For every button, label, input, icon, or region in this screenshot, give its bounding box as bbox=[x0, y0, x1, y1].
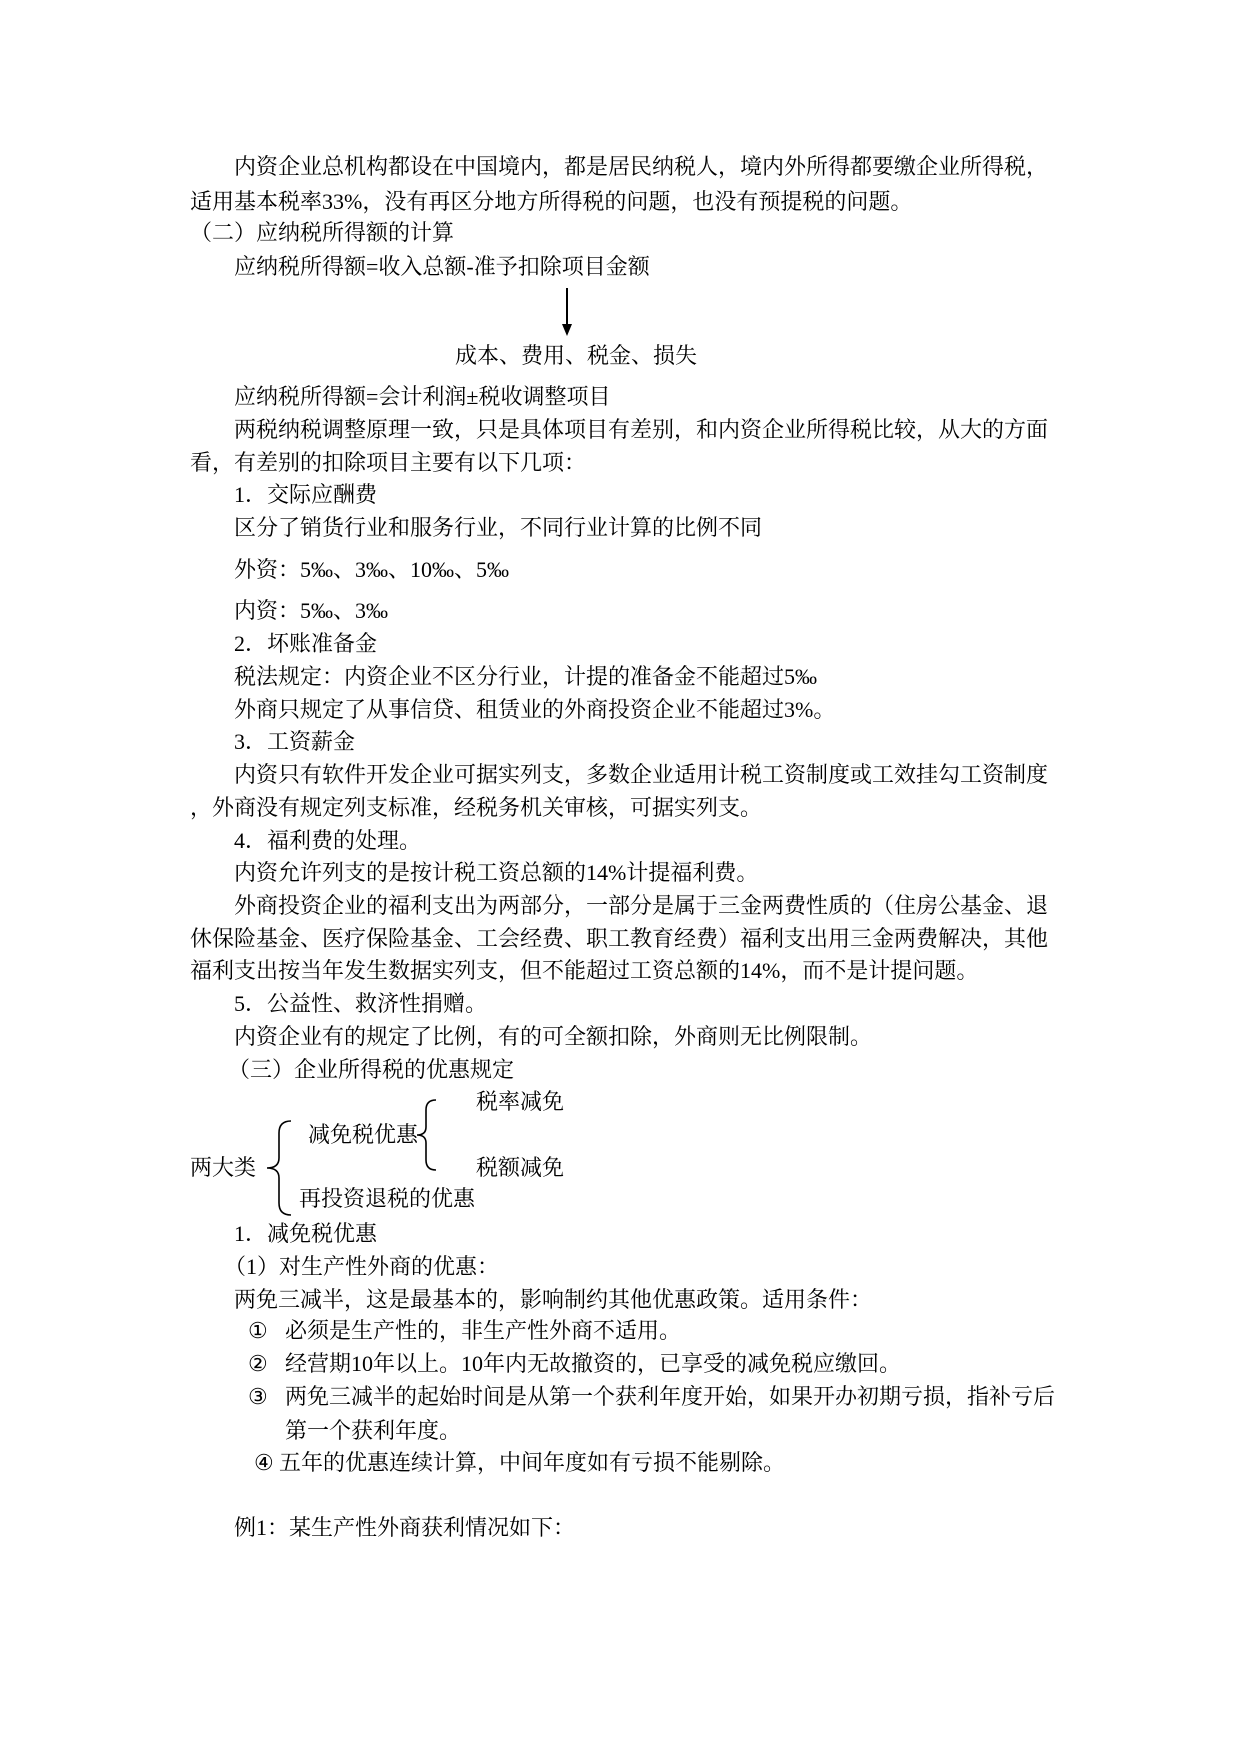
diagram-root: 两大类 bbox=[190, 1155, 257, 1180]
body-text-line: 两税纳税调整原理一致，只是具体项目有差别，和内资企业所得税比较，从大的方面 bbox=[234, 417, 1049, 442]
intro-line: 适用基本税率33%，没有再区分地方所得税的问题，也没有预提税的问题。 bbox=[190, 189, 913, 214]
subsection-item: （1）对生产性外商的优惠： bbox=[224, 1254, 500, 1279]
section-heading: （三）企业所得税的优惠规定 bbox=[228, 1057, 515, 1082]
condition-text: 两免三减半的起始时间是从第一个获利年度开始，如果开办初期亏损，指补亏后 bbox=[285, 1384, 1056, 1409]
condition-text: 经营期10年以上。10年内无故撤资的，已享受的减免税应缴回。 bbox=[285, 1351, 902, 1376]
body-text-line: 内资：5‰、3‰ bbox=[234, 598, 389, 623]
body-text-line: 外商只规定了从事信贷、租赁业的外商投资企业不能超过3%。 bbox=[234, 697, 836, 722]
deduction-breakdown: 成本、费用、税金、损失 bbox=[455, 343, 698, 368]
list-item-title: 1．交际应酬费 bbox=[234, 482, 378, 507]
diagram-leaf-amount-reduction: 税额减免 bbox=[476, 1155, 565, 1180]
body-text-line: 内资允许列支的是按计税工资总额的14%计提福利费。 bbox=[234, 860, 759, 885]
body-text-line: 外资：5‰、3‰、10‰、5‰ bbox=[234, 557, 510, 582]
condition-text: 五年的优惠连续计算，中间年度如有亏损不能剔除。 bbox=[279, 1450, 786, 1475]
condition-text: 必须是生产性的，非生产性外商不适用。 bbox=[285, 1318, 682, 1343]
body-text-line: 看，有差别的扣除项目主要有以下几项： bbox=[190, 450, 587, 475]
diagram-leaf-rate-reduction: 税率减免 bbox=[476, 1089, 565, 1114]
small-brace bbox=[414, 1098, 438, 1172]
section-heading: （二）应纳税所得额的计算 bbox=[190, 220, 455, 245]
diagram-branch-reduction: 减免税优惠 bbox=[308, 1122, 419, 1147]
subsection-heading: 1．减免税优惠 bbox=[234, 1221, 378, 1246]
body-text-line: ，外商没有规定列支标准，经税务机关审核，可据实列支。 bbox=[190, 795, 763, 820]
circled-number-marker: ④ bbox=[254, 1450, 274, 1475]
formula-accounting-profit: 应纳税所得额=会计利润±税收调整项目 bbox=[234, 384, 611, 409]
body-text-line: 休保险基金、医疗保险基金、工会经费、职工教育经费）福利支出用三金两费解决，其他 bbox=[190, 926, 1049, 951]
condition-text: 第一个获利年度。 bbox=[285, 1418, 462, 1443]
body-text-line: 内资企业有的规定了比例，有的可全额扣除，外商则无比例限制。 bbox=[234, 1024, 873, 1049]
diagram-branch-reinvestment: 再投资退税的优惠 bbox=[299, 1186, 476, 1211]
large-brace bbox=[264, 1118, 294, 1218]
list-item-title: 4．福利费的处理。 bbox=[234, 828, 422, 853]
down-arrow-icon bbox=[560, 286, 574, 338]
list-item-title: 2．坏账准备金 bbox=[234, 631, 378, 656]
body-text-line: 两免三减半，这是最基本的，影响制约其他优惠政策。适用条件： bbox=[234, 1287, 873, 1312]
circled-number-marker: ② bbox=[248, 1351, 268, 1376]
list-item-title: 5．公益性、救济性捐赠。 bbox=[234, 991, 488, 1016]
example-line: 例1：某生产性外商获利情况如下： bbox=[234, 1515, 576, 1540]
circled-number-marker: ① bbox=[248, 1318, 268, 1343]
body-text-line: 内资只有软件开发企业可据实列支，多数企业适用计税工资制度或工效挂勾工资制度 bbox=[234, 762, 1049, 787]
body-text-line: 福利支出按当年发生数据实列支，但不能超过工资总额的14%，而不是计提问题。 bbox=[190, 958, 979, 983]
circled-number-marker: ③ bbox=[248, 1384, 268, 1409]
list-item-title: 3．工资薪金 bbox=[234, 729, 356, 754]
body-text-line: 区分了销货行业和服务行业，不同行业计算的比例不同 bbox=[234, 515, 763, 540]
body-text-line: 外商投资企业的福利支出为两部分，一部分是属于三金两费性质的（住房公基金、退 bbox=[234, 893, 1049, 918]
formula-taxable-income: 应纳税所得额=收入总额-准予扣除项目金额 bbox=[234, 254, 650, 279]
intro-line: 内资企业总机构都设在中国境内，都是居民纳税人，境内外所得都要缴企业所得税， bbox=[234, 154, 1049, 179]
body-text-line: 税法规定：内资企业不区分行业，计提的准备金不能超过5‰ bbox=[234, 664, 818, 689]
